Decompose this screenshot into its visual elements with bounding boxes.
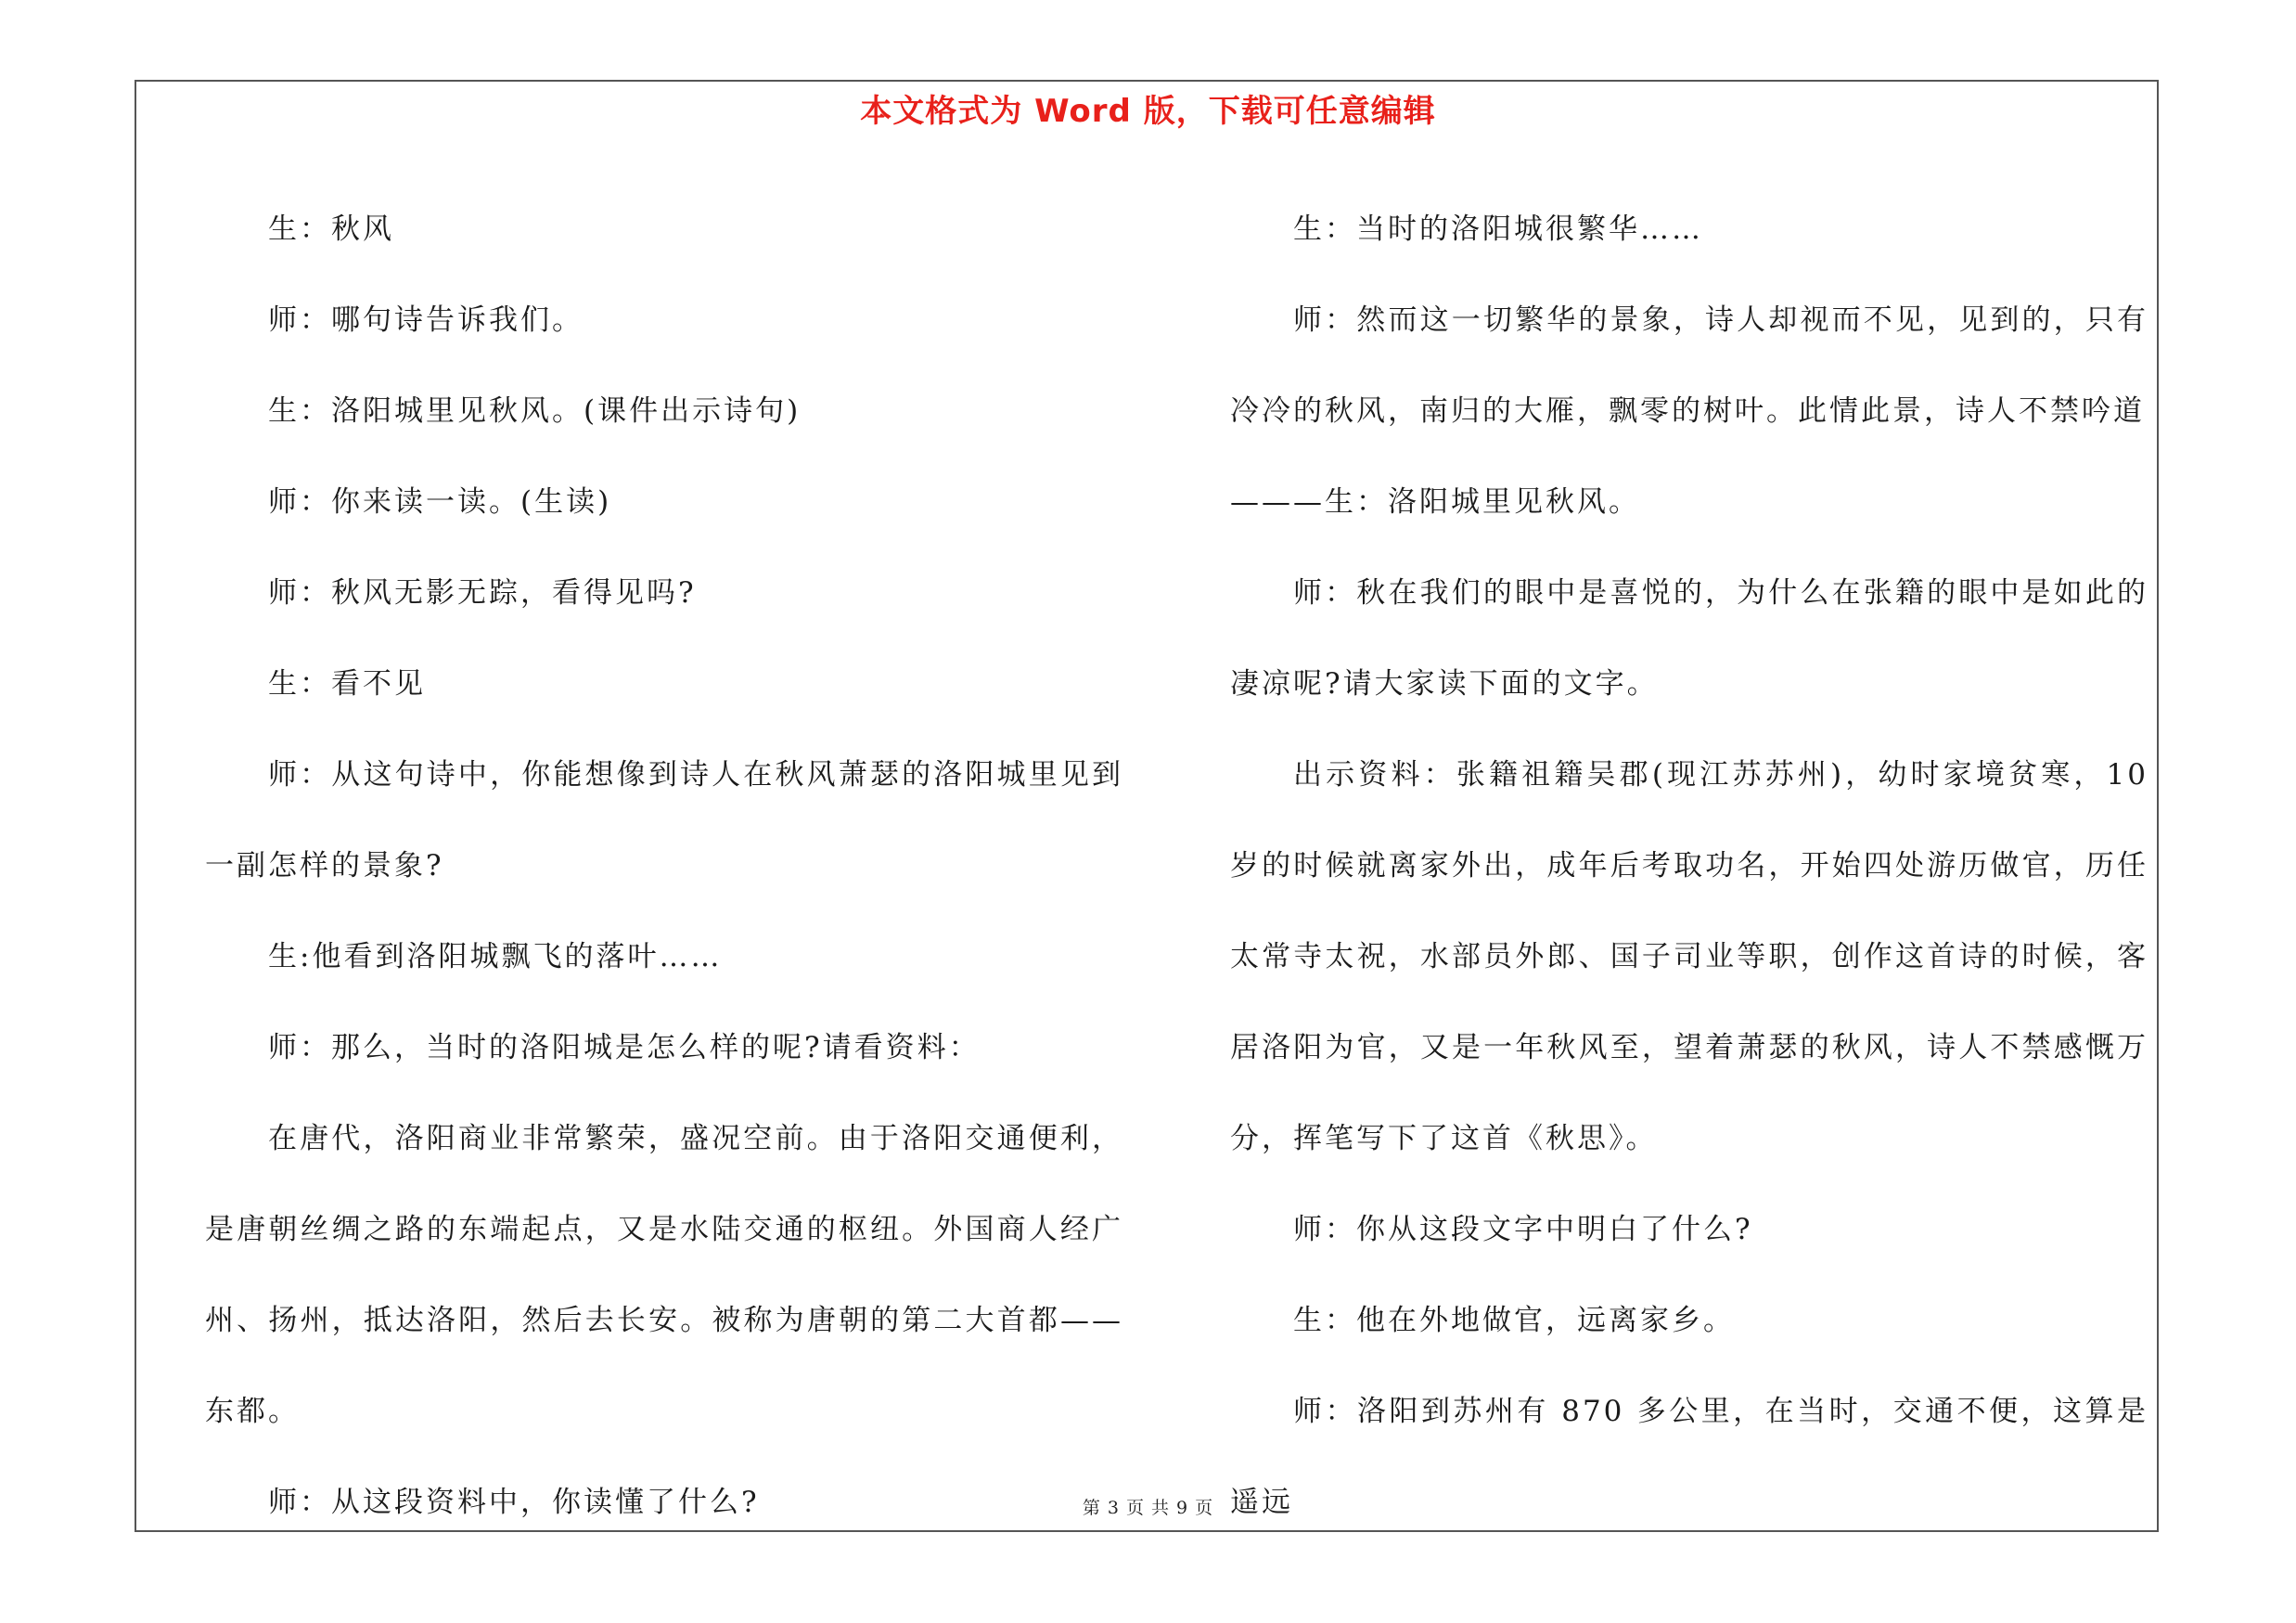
paragraph: 师：从这句诗中，你能想像到诗人在秋风萧瑟的洛阳城里见到一副怎样的景象? (205, 758, 1123, 882)
left-column (205, 184, 1123, 1548)
paragraph: 师：秋风无影无踪，看得见吗? (268, 576, 697, 610)
paragraph: 师：秋在我们的眼中是喜悦的，为什么在张籍的眼中是如此的凄凉呢?请大家读下面的文字。 (1230, 576, 2148, 701)
paragraph: 师：洛阳到苏州有 870 多公里，在当时，交通不便，这算是遥远 (1230, 1395, 2148, 1519)
paragraph: 生：洛阳城里见秋风。(课件出示诗句) (268, 394, 802, 428)
paragraph: 生:他看到洛阳城飘飞的落叶…… (268, 940, 723, 973)
paragraph: 师：那么，当时的洛阳城是怎么样的呢?请看资料： (268, 1031, 981, 1064)
paragraph: 生：秋风 (268, 213, 394, 246)
paragraph: 师：你从这段文字中明白了什么? (1293, 1213, 1753, 1246)
paragraph: 师：从这段资料中，你读懂了什么? (268, 1486, 760, 1519)
paragraph: ———生：洛阳城里见秋风。 (1230, 485, 1640, 519)
paragraph: 生：看不见 (268, 667, 426, 701)
paragraph: 师：哪句诗告诉我们。 (268, 303, 584, 337)
paragraph: 生：当时的洛阳城很繁华…… (1293, 213, 1703, 246)
header-banner: 本文格式为 Word 版，下载可任意编辑 (860, 93, 1436, 130)
paragraph: 师：然而这一切繁华的景象，诗人却视而不见，见到的，只有冷冷的秋风，南归的大雁，飘零的树叶。此情此景，诗人不禁吟道 (1230, 303, 2148, 428)
paragraph: 生：他在外地做官，远离家乡。 (1293, 1304, 1735, 1337)
right-column (1230, 184, 2148, 1548)
paragraph: 在唐代，洛阳商业非常繁荣，盛况空前。由于洛阳交通便利，是唐朝丝绸之路的东端起点，又是水陆交通的枢纽。外国商人经广州、扬州，抵达洛阳，然后去长安。被称为唐朝的第二大首都——东都。 (205, 1122, 1123, 1428)
paragraph: 出示资料：张籍祖籍吴郡(现江苏苏州)，幼时家境贫寒，10 岁的时候就离家外出，成年后考取功名，开始四处游历做官，历任太常寺太祝，水部员外郎、国子司业等职，创作这首诗的时候，客居洛阳为官，又是一年秋风至，望着萧瑟的秋风，诗人不禁感慨万分，挥笔写下了这首《秋思》。 (1230, 758, 2148, 1155)
paragraph: 师：你来读一读。(生读) (268, 485, 612, 519)
page-number: 第 3 页 共 9 页 (1082, 1498, 1214, 1518)
